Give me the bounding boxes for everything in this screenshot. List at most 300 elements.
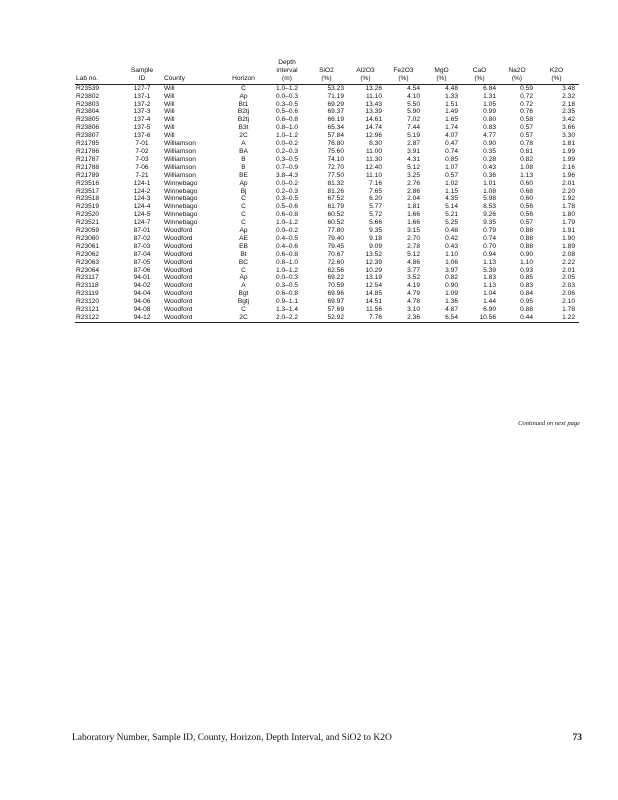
cell-horizon: Bt1: [238, 100, 249, 108]
cell-sample-id: 137-5: [133, 124, 151, 132]
table-row: [75, 124, 579, 132]
cell-depth-interval: 0.0–0.2: [276, 140, 298, 148]
cell-sio2: 60.52: [327, 211, 344, 219]
cell-horizon: BA: [239, 147, 248, 155]
cell-na2o: 1.13: [520, 171, 533, 179]
cell-fe2o3: 3.91: [407, 147, 420, 155]
cell-na2o: 0.88: [520, 227, 533, 235]
cell-sample-id: 94-04: [133, 290, 151, 298]
cell-depth-interval: 0.6–0.8: [276, 250, 298, 258]
cell-lab-no: R23117: [76, 274, 99, 282]
cell-k2o: 1.99: [562, 147, 575, 155]
cell-mgo: 4.87: [445, 306, 458, 314]
cell-mgo: 5.25: [445, 219, 458, 227]
cell-cao: 1.01: [483, 179, 496, 187]
header-fe2o3: Fe2O3 (%): [386, 59, 424, 84]
cell-na2o: 0.88: [520, 242, 533, 250]
cell-cao: 9.26: [483, 211, 496, 219]
cell-mgo: 1.06: [445, 258, 458, 266]
cell-horizon: C: [241, 266, 246, 274]
cell-sio2: 69.22: [327, 274, 344, 282]
cell-horizon: B2tj: [237, 108, 250, 116]
cell-k2o: 1.90: [562, 234, 575, 242]
cell-lab-no: R23121: [76, 306, 100, 314]
cell-depth-interval: 0.6–0.8: [276, 290, 298, 298]
cell-sio2: 57.69: [327, 306, 344, 314]
cell-mgo: 1.49: [445, 108, 458, 116]
cell-horizon: Bgt: [238, 290, 249, 298]
cell-cao: 0.94: [483, 250, 496, 258]
cell-al2o3: 9.09: [369, 242, 382, 250]
cell-k2o: 1.81: [562, 140, 575, 148]
cell-al2o3: 12.96: [365, 132, 382, 140]
cell-depth-interval: 0.2–0.3: [276, 147, 298, 155]
cell-na2o: 0.72: [520, 100, 533, 108]
cell-county: Woodford: [164, 242, 193, 250]
cell-county: Winnebago: [164, 219, 198, 227]
cell-depth-interval: 1.0–1.2: [276, 266, 298, 274]
cell-lab-no: R23806: [76, 124, 100, 132]
cell-mgo: 1.74: [445, 124, 458, 132]
cell-fe2o3: 2.76: [407, 179, 420, 187]
cell-mgo: 4.07: [445, 132, 458, 140]
cell-al2o3: 11.00: [365, 147, 382, 155]
header-k2o: K2O (%): [537, 59, 579, 84]
cell-na2o: 0.84: [520, 290, 533, 298]
page-number: 73: [572, 733, 582, 743]
cell-sample-id: 94-02: [133, 282, 151, 290]
cell-al2o3: 11.30: [365, 155, 382, 163]
cell-fe2o3: 2.36: [386, 314, 424, 322]
cell-sio2: 77.80: [327, 227, 344, 235]
cell-mgo: 0.42: [445, 234, 458, 242]
cell-depth-interval: 0.6–0.8: [276, 211, 298, 219]
cell-k2o: 3.42: [562, 116, 575, 124]
cell-sample-id: 87-01: [133, 227, 151, 235]
cell-horizon: Bgtj: [237, 298, 250, 306]
cell-lab-no: R23804: [76, 108, 100, 116]
cell-mgo: 0.47: [445, 140, 458, 148]
cell-al2o3: 6.20: [369, 195, 382, 203]
cell-mgo: 1.10: [445, 250, 458, 258]
cell-mgo: 1.02: [445, 179, 458, 187]
cell-al2o3: 13.26: [365, 84, 382, 92]
cell-cao: 0.83: [483, 124, 496, 132]
cell-sio2: 57.84: [327, 132, 344, 140]
cell-depth-interval: 0.6–0.8: [276, 116, 298, 124]
cell-sio2: 65.34: [327, 124, 344, 132]
cell-na2o: 0.59: [520, 84, 533, 92]
cell-sample-id: 137-3: [133, 108, 151, 116]
table-row: [75, 306, 579, 314]
table-row: [75, 267, 579, 275]
cell-lab-no: R23519: [76, 203, 100, 211]
cell-sample-id: 7-01: [135, 140, 149, 148]
cell-na2o: 0.44: [500, 314, 537, 322]
header-depth-interval: Depth interval (m): [266, 59, 308, 84]
cell-mgo: 5.14: [445, 203, 458, 211]
header-mgo: MgO (%): [424, 59, 462, 84]
cell-cao: 0.43: [483, 163, 496, 171]
cell-lab-no: R23060: [76, 234, 100, 242]
cell-mgo: 1.51: [445, 100, 458, 108]
cell-county: Woodford: [164, 266, 193, 274]
cell-sample-id: 124-4: [133, 203, 151, 211]
cell-fe2o3: 1.66: [407, 211, 420, 219]
cell-fe2o3: 7.02: [407, 116, 420, 124]
cell-sio2: 75.60: [327, 147, 344, 155]
cell-sio2: 69.96: [327, 290, 344, 298]
cell-depth-interval: 0.3–0.5: [276, 282, 298, 290]
cell-sample-id: 7-03: [135, 155, 149, 163]
cell-sio2: 69.37: [327, 108, 344, 116]
cell-al2o3: 8.30: [369, 140, 382, 148]
cell-fe2o3: 4.54: [407, 84, 420, 92]
table-row: [75, 290, 579, 298]
cell-cao: 4.77: [483, 132, 496, 140]
cell-depth-interval: 0.9–1.1: [276, 298, 298, 306]
cell-lab-no: R21787: [76, 155, 100, 163]
cell-lab-no: R23807: [76, 132, 100, 140]
cell-depth-interval: 0.0–0.2: [276, 179, 298, 187]
cell-mgo: 0.90: [445, 282, 458, 290]
cell-sio2: 53.23: [327, 84, 344, 92]
cell-mgo: 0.57: [445, 171, 458, 179]
cell-depth-interval: 0.8–1.0: [276, 258, 298, 266]
cell-al2o3: 14.85: [365, 290, 382, 298]
cell-sample-id: 127-7: [133, 84, 151, 92]
cell-cao: 1.83: [483, 274, 496, 282]
cell-county: Woodford: [164, 290, 193, 298]
cell-lab-no: R23062: [76, 250, 100, 258]
table-row: [75, 243, 579, 251]
cell-k2o: 1.80: [562, 211, 575, 219]
cell-cao: 0.35: [483, 147, 496, 155]
table-row: [75, 156, 579, 164]
cell-depth-interval: 1.3–1.4: [276, 306, 298, 314]
cell-horizon: AE: [239, 234, 248, 242]
cell-cao: 0.99: [483, 108, 496, 116]
cell-na2o: 0.56: [520, 203, 533, 211]
cell-mgo: 5.21: [445, 211, 458, 219]
table-row: [75, 251, 579, 259]
cell-lab-no: R21788: [76, 163, 100, 171]
header-sample-id: Sample ID: [121, 59, 163, 84]
cell-sample-id: 124-2: [133, 187, 151, 195]
cell-sample-id: 124-5: [133, 211, 151, 219]
cell-lab-no: R23063: [76, 258, 100, 266]
cell-na2o: 0.83: [520, 282, 533, 290]
cell-horizon: EB: [239, 242, 248, 250]
cell-cao: 0.79: [483, 227, 496, 235]
cell-na2o: 0.57: [520, 124, 533, 132]
header-horizon: Horizon: [221, 59, 266, 84]
cell-al2o3: 13.43: [365, 100, 382, 108]
cell-depth-interval: 0.7–0.9: [276, 163, 298, 171]
cell-depth-interval: 0.0–0.2: [276, 227, 298, 235]
cell-horizon: C: [241, 219, 246, 227]
cell-horizon: C: [241, 211, 246, 219]
table-body: [75, 84, 579, 322]
cell-fe2o3: 4.79: [407, 290, 420, 298]
cell-county: Woodford: [164, 258, 193, 266]
cell-cao: 0.80: [483, 116, 496, 124]
cell-depth-interval: 1.0–1.2: [276, 219, 298, 227]
cell-depth-interval: 0.0–0.3: [276, 92, 298, 100]
cell-mgo: 1.09: [445, 290, 458, 298]
cell-al2o3: 14.51: [365, 298, 382, 306]
cell-na2o: 1.08: [520, 163, 533, 171]
cell-fe2o3: 4.10: [407, 92, 420, 100]
cell-horizon: Bt: [240, 250, 247, 258]
cell-county: Williamson: [164, 140, 196, 148]
cell-horizon: B3t: [238, 124, 249, 132]
cell-depth-interval: 1.0–1.2: [276, 84, 298, 92]
cell-sample-id: 124-1: [133, 179, 151, 187]
cell-k2o: 1.78: [562, 306, 575, 314]
header-lab-no: Lab no.: [75, 59, 121, 84]
cell-lab-no: R21786: [76, 147, 100, 155]
table-row: [75, 84, 579, 92]
table-row: [75, 140, 579, 148]
cell-mgo: 1.07: [445, 163, 458, 171]
table-row: [75, 164, 579, 172]
cell-cao: 6.84: [483, 84, 496, 92]
cell-sio2: 77.50: [327, 171, 344, 179]
cell-fe2o3: 2.04: [407, 195, 420, 203]
table-row: [75, 235, 579, 243]
cell-sio2: 71.19: [327, 92, 344, 100]
cell-lab-no: R23517: [76, 187, 100, 195]
cell-sio2: 72.60: [327, 258, 344, 266]
cell-lab-no: R23061: [76, 242, 100, 250]
cell-na2o: 0.60: [520, 179, 533, 187]
cell-k2o: 2.35: [562, 108, 575, 116]
cell-al2o3: 5.66: [369, 219, 382, 227]
cell-fe2o3: 3.15: [407, 227, 420, 235]
cell-na2o: 0.60: [520, 195, 533, 203]
cell-cao: 6.90: [483, 306, 496, 314]
cell-sio2: 70.67: [327, 250, 344, 258]
cell-sample-id: 87-06: [133, 266, 151, 274]
table-row: [75, 274, 579, 282]
cell-fe2o3: 7.44: [407, 124, 420, 132]
cell-county: Williamson: [164, 171, 196, 179]
cell-horizon: A: [241, 140, 246, 148]
cell-na2o: 0.93: [520, 266, 533, 274]
cell-al2o3: 9.35: [369, 227, 382, 235]
cell-county: Will: [164, 116, 175, 124]
cell-horizon: BE: [239, 171, 248, 179]
cell-county: Will: [164, 132, 175, 140]
cell-sample-id: 7-02: [135, 147, 149, 155]
cell-lab-no: R23805: [76, 116, 100, 124]
cell-al2o3: 10.29: [365, 266, 382, 274]
cell-al2o3: 7.76: [348, 314, 386, 322]
cell-lab-no: R23520: [76, 211, 100, 219]
cell-horizon: B2tj: [237, 116, 250, 124]
table-row: [75, 172, 579, 180]
table-row: [75, 101, 579, 109]
cell-mgo: 0.74: [445, 147, 458, 155]
cell-na2o: 0.72: [520, 92, 533, 100]
cell-k2o: 1.22: [537, 314, 579, 322]
cell-fe2o3: 3.25: [407, 171, 420, 179]
cell-na2o: 0.88: [520, 234, 533, 242]
table-row: [75, 116, 579, 124]
cell-na2o: 0.85: [520, 274, 533, 282]
cell-county: Will: [164, 108, 175, 116]
cell-cao: 10.56: [462, 314, 500, 322]
cell-na2o: 0.58: [520, 116, 533, 124]
cell-depth-interval: 2.0–2.2: [266, 314, 308, 322]
cell-sio2: 81.32: [327, 179, 344, 187]
cell-na2o: 0.95: [520, 298, 533, 306]
cell-al2o3: 11.10: [365, 92, 382, 100]
cell-cao: 1.08: [483, 187, 496, 195]
cell-county: Winnebago: [164, 211, 198, 219]
cell-fe2o3: 4.86: [407, 258, 420, 266]
cell-mgo: 0.82: [445, 274, 458, 282]
cell-al2o3: 12.39: [365, 258, 382, 266]
cell-k2o: 1.96: [562, 171, 575, 179]
cell-sample-id: 7-06: [135, 163, 149, 171]
cell-cao: 0.90: [483, 140, 496, 148]
cell-sio2: 74.10: [327, 155, 344, 163]
cell-horizon: Ap: [239, 274, 248, 282]
table-row: [75, 314, 579, 322]
cell-na2o: 0.56: [520, 211, 533, 219]
cell-sample-id: 87-03: [133, 242, 151, 250]
cell-cao: 1.05: [483, 100, 496, 108]
cell-county: Winnebago: [164, 187, 198, 195]
cell-fe2o3: 5.12: [407, 163, 420, 171]
cell-cao: 0.28: [483, 155, 496, 163]
cell-horizon: C: [241, 84, 246, 92]
cell-county: Will: [164, 84, 175, 92]
table-row: [75, 108, 579, 116]
cell-county: Winnebago: [164, 203, 198, 211]
cell-sio2: 79.40: [327, 234, 344, 242]
cell-k2o: 2.10: [562, 298, 575, 306]
table-row: [75, 211, 579, 219]
cell-sample-id: 137-1: [133, 92, 151, 100]
cell-lab-no: R23122: [75, 314, 121, 322]
cell-fe2o3: 2.87: [407, 140, 420, 148]
cell-depth-interval: 0.8–1.0: [276, 124, 298, 132]
geochemistry-table: [75, 59, 579, 323]
cell-k2o: 1.79: [562, 219, 575, 227]
cell-lab-no: R23518: [76, 195, 100, 203]
cell-county: Woodford: [164, 306, 193, 314]
cell-county: Woodford: [164, 250, 193, 258]
cell-na2o: 0.68: [520, 187, 533, 195]
cell-county: Woodford: [163, 314, 221, 322]
cell-mgo: 4.48: [445, 84, 458, 92]
cell-horizon: B: [241, 163, 246, 171]
cell-mgo: 0.48: [445, 227, 458, 235]
cell-al2o3: 7.16: [369, 179, 382, 187]
cell-sample-id: 94-01: [133, 274, 151, 282]
header-county: County: [163, 59, 221, 84]
cell-k2o: 2.01: [562, 179, 575, 187]
cell-sio2: 69.97: [327, 298, 344, 306]
cell-fe2o3: 1.66: [407, 219, 420, 227]
cell-al2o3: 13.19: [365, 274, 382, 282]
cell-na2o: 0.82: [520, 155, 533, 163]
cell-al2o3: 9.18: [369, 234, 382, 242]
cell-sample-id: 94-06: [133, 298, 151, 306]
table-row: [75, 298, 579, 306]
cell-sample-id: 94-12: [121, 314, 163, 322]
cell-sample-id: 87-04: [133, 250, 151, 258]
cell-county: Winnebago: [164, 195, 198, 203]
cell-horizon: Ap: [239, 92, 248, 100]
table-header-row: [75, 59, 579, 84]
cell-county: Woodford: [164, 298, 193, 306]
cell-depth-interval: 0.2–0.3: [276, 187, 298, 195]
cell-sio2: 52.92: [308, 314, 348, 322]
cell-na2o: 1.10: [520, 258, 533, 266]
cell-k2o: 1.89: [562, 242, 575, 250]
cell-k2o: 2.05: [562, 274, 575, 282]
cell-horizon: Ap: [239, 179, 248, 187]
table-row: [75, 188, 579, 196]
cell-al2o3: 5.77: [369, 203, 382, 211]
cell-sio2: 61.79: [327, 203, 344, 211]
cell-mgo: 4.35: [445, 195, 458, 203]
cell-sio2: 66.19: [327, 116, 344, 124]
cell-fe2o3: 5.12: [407, 250, 420, 258]
cell-county: Woodford: [164, 227, 193, 235]
cell-al2o3: 7.65: [369, 187, 382, 195]
cell-lab-no: R23802: [76, 92, 100, 100]
cell-lab-no: R23539: [76, 84, 100, 92]
cell-county: Will: [164, 100, 175, 108]
cell-na2o: 0.57: [520, 132, 533, 140]
cell-k2o: 2.01: [562, 266, 575, 274]
cell-sio2: 69.29: [327, 100, 344, 108]
cell-al2o3: 5.72: [369, 211, 382, 219]
cell-k2o: 2.18: [562, 100, 575, 108]
table-row: [75, 282, 579, 290]
table-row: [75, 227, 579, 235]
cell-lab-no: R23120: [76, 298, 100, 306]
cell-county: Woodford: [164, 274, 193, 282]
cell-sio2: 67.52: [327, 195, 344, 203]
cell-lab-no: R23516: [76, 179, 100, 187]
cell-sio2: 60.52: [327, 219, 344, 227]
table-row: [75, 180, 579, 188]
cell-fe2o3: 3.52: [407, 274, 420, 282]
cell-fe2o3: 5.50: [407, 100, 420, 108]
cell-depth-interval: 0.3–0.5: [276, 100, 298, 108]
cell-al2o3: 12.54: [365, 282, 382, 290]
cell-depth-interval: 0.3–0.5: [276, 155, 298, 163]
cell-k2o: 3.30: [562, 132, 575, 140]
cell-depth-interval: 0.0–0.3: [276, 274, 298, 282]
table-row: [75, 148, 579, 156]
cell-al2o3: 13.52: [365, 250, 382, 258]
header-cao: CaO (%): [462, 59, 500, 84]
cell-depth-interval: 0.5–0.6: [276, 203, 298, 211]
cell-horizon: B: [241, 155, 246, 163]
cell-k2o: 2.06: [562, 290, 575, 298]
cell-mgo: 6.54: [424, 314, 462, 322]
cell-na2o: 0.90: [520, 250, 533, 258]
cell-sio2: 81.26: [327, 187, 344, 195]
cell-k2o: 2.03: [562, 282, 575, 290]
